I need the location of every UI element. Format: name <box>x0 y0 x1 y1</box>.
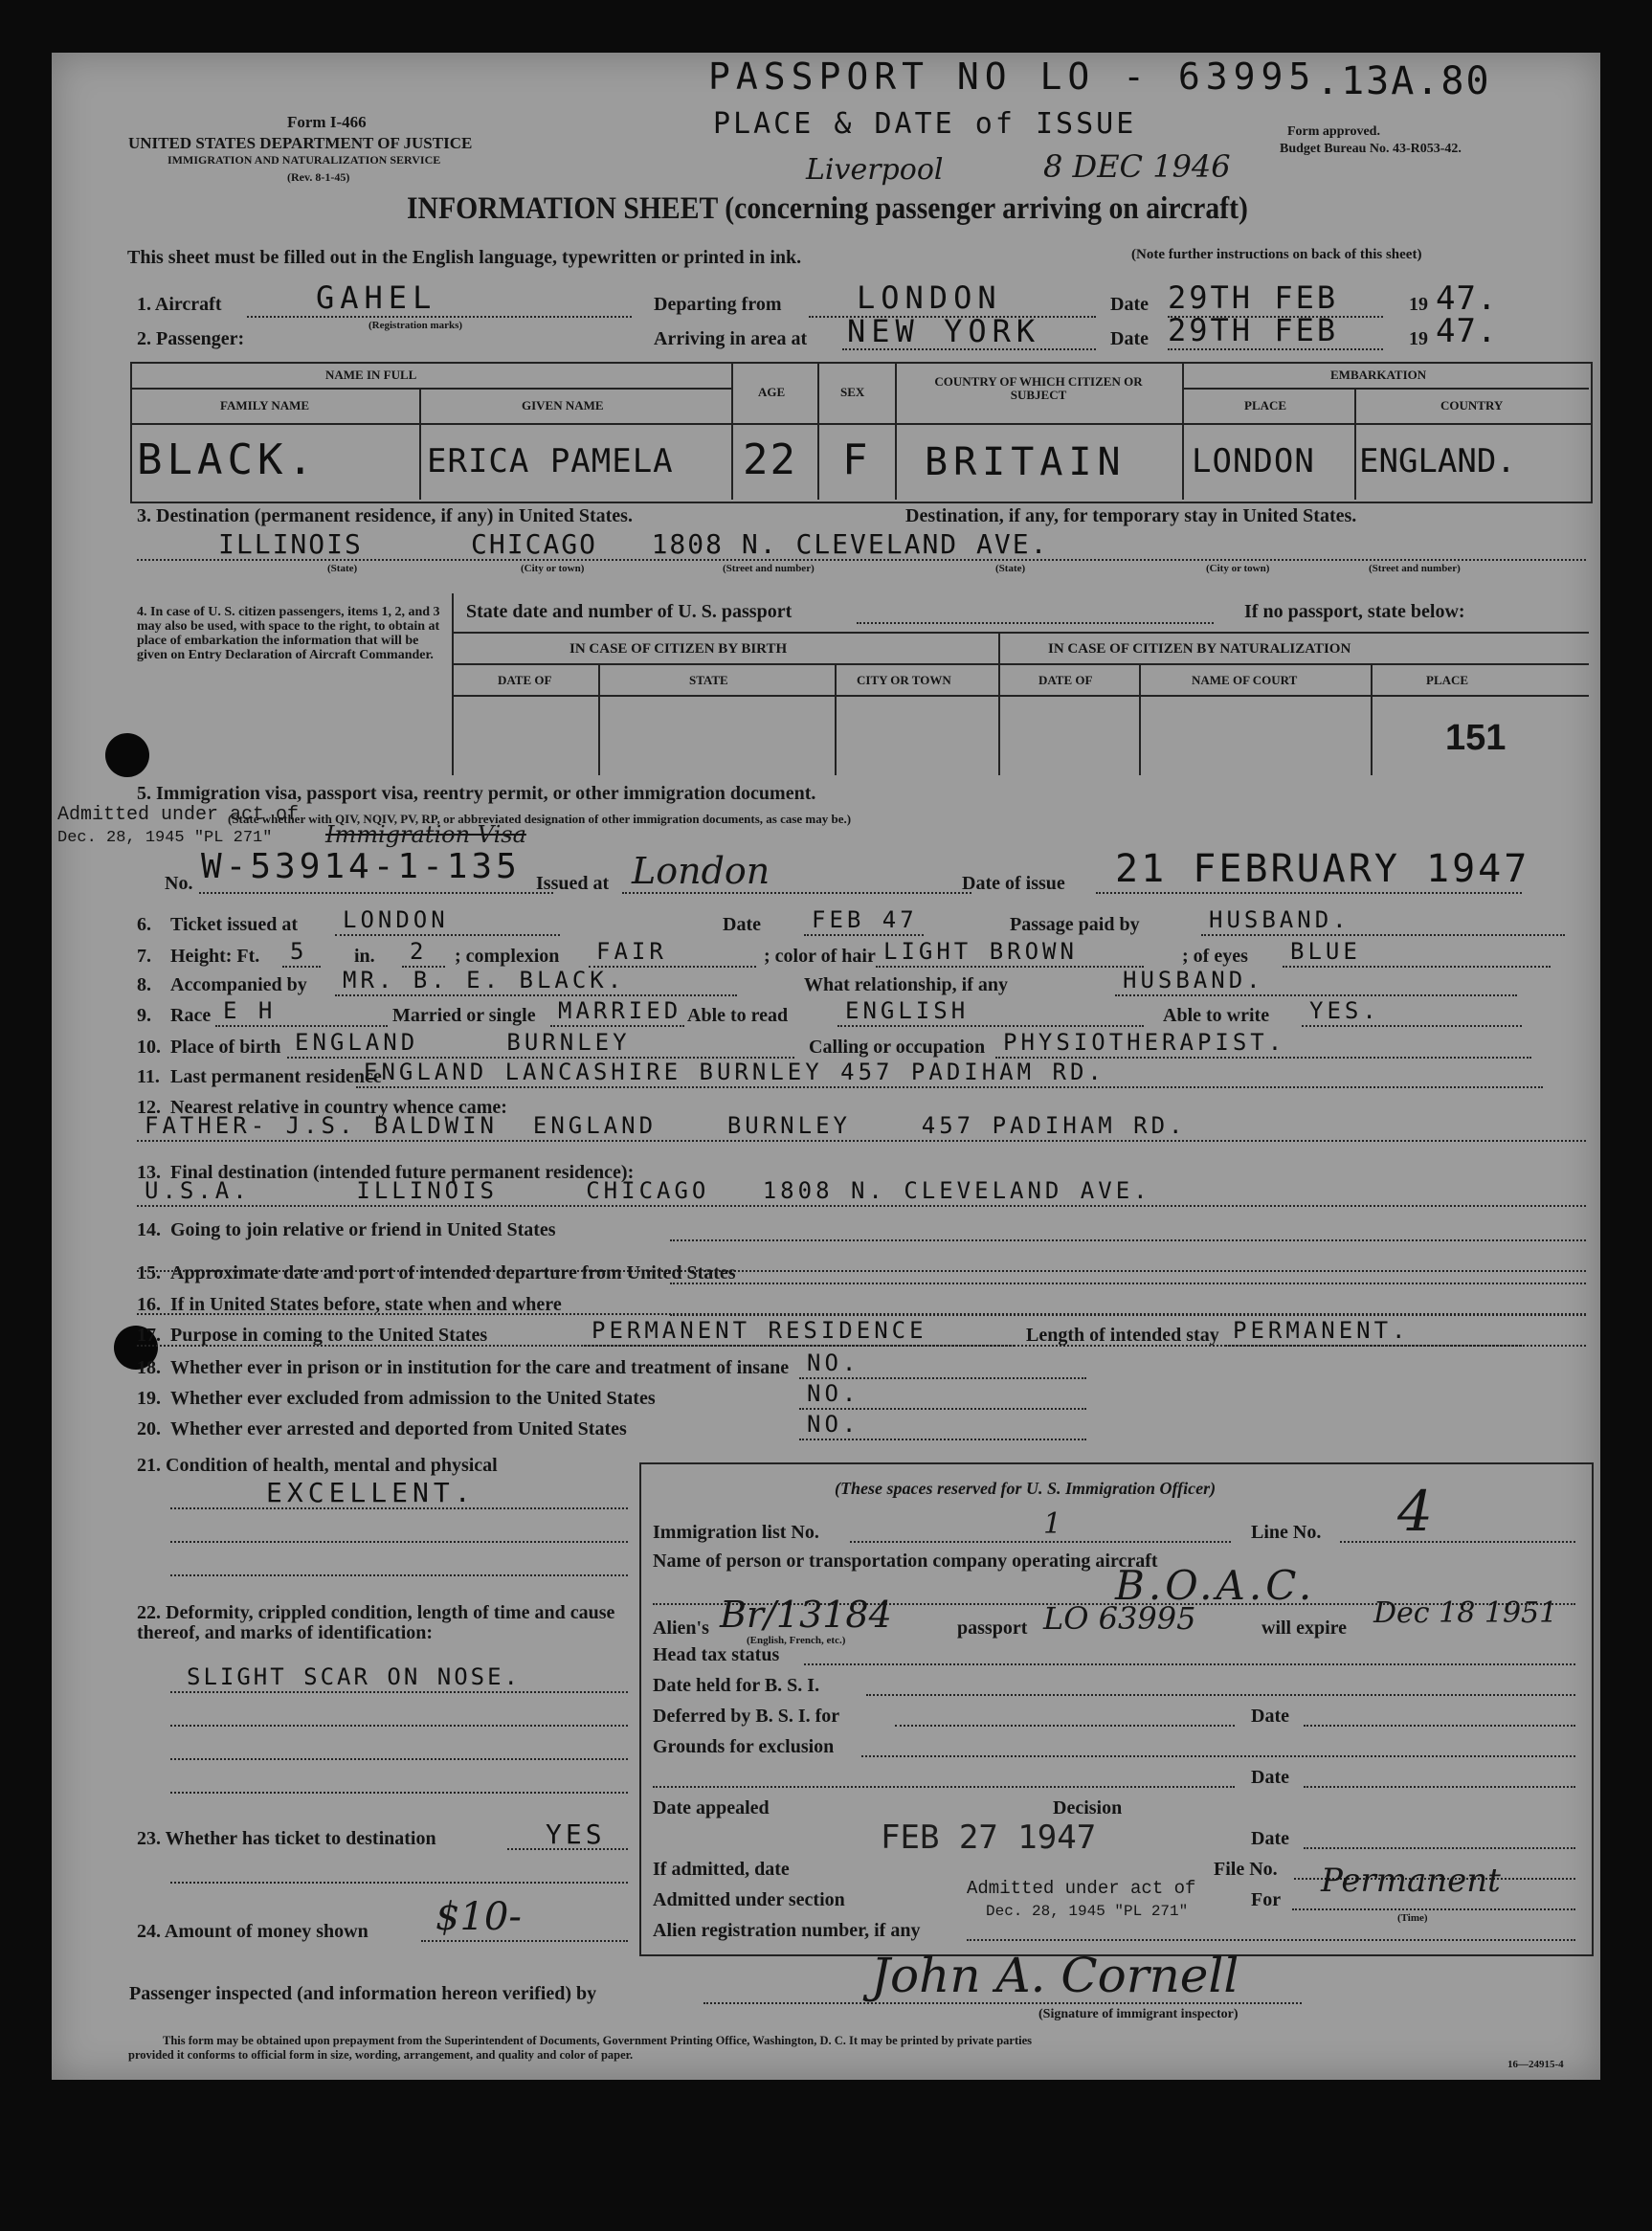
money-value: $10- <box>435 1895 522 1939</box>
service: IMMIGRATION AND NATURALIZATION SERVICE <box>167 153 441 167</box>
admitted-act-date-stamp: Dec. 28, 1945 "PL 271" <box>986 1903 1189 1920</box>
operating-company-value: B.O.A.C. <box>1115 1562 1316 1609</box>
row-sub-label: ; color of hair <box>764 946 876 967</box>
departure-date-label: Date <box>1110 294 1149 315</box>
immigration-list-label: Immigration list No. <box>653 1522 819 1543</box>
aircraft-label: 1. Aircraft <box>137 294 222 315</box>
arriving-label: Arriving in area at <box>654 328 808 349</box>
row-value: PERMANENT. <box>1233 1317 1410 1344</box>
row-value: PHYSIOTHERAPIST. <box>1003 1029 1286 1056</box>
row-sub-label: ; of eyes <box>1182 946 1248 967</box>
nat-date-header: DATE OF <box>1038 673 1093 687</box>
row-value: MR. B. E. BLACK. <box>343 967 626 993</box>
sex-header: SEX <box>840 385 865 399</box>
row-sub-label: Length of intended stay <box>1026 1325 1219 1346</box>
destination-label: 3. Destination (permanent residence, if any) in United States. <box>137 505 633 526</box>
for-value: Permanent <box>1321 1862 1501 1900</box>
stamp-number: 151 <box>1445 718 1507 758</box>
alien-passport-value: LO 63995 <box>1043 1600 1196 1637</box>
citizen-passenger-note: 4. In case of U. S. citizen passengers, items 1, 2, and 3 may also be used, with space to the right, to obtain at place of embarkation the information that will be given on Entry Declaration of Aircraft Commander. <box>137 605 440 662</box>
admitted-under-act-stamp: Admitted under act of <box>57 804 300 826</box>
revision: (Rev. 8-1-45) <box>287 170 350 184</box>
time-sub: (Time) <box>1397 1912 1428 1924</box>
temp-state-sub: (State) <box>995 563 1026 574</box>
departing-value: LONDON <box>857 279 1002 316</box>
departure-date-value: 29TH FEB <box>1168 279 1339 316</box>
row-label: Whether ever excluded from admission to the United States <box>170 1388 656 1409</box>
row-number: 8. <box>137 974 151 995</box>
will-expire-value: Dec 18 1951 <box>1373 1596 1558 1630</box>
ticket-destination-value: YES <box>546 1818 606 1850</box>
row-label: Final destination (intended future permanent residence): <box>170 1162 635 1183</box>
date-of-issue-label: Date of issue <box>962 873 1065 894</box>
health-value: EXCELLENT. <box>266 1477 476 1508</box>
inspected-by-label: Passenger inspected (and information hereon verified) by <box>129 1983 597 2004</box>
arrival-date-value: 29TH FEB <box>1168 312 1339 348</box>
row-value: HUSBAND. <box>1209 906 1351 933</box>
issue-date-annotation: 8 DEC 1946 <box>1043 148 1231 185</box>
immigration-document-label: 5. Immigration visa, passport visa, reentry permit, or other immigration document. <box>137 783 816 804</box>
issue-place-annotation: Liverpool <box>806 153 944 187</box>
alien-registration-label: Alien registration number, if any <box>653 1920 921 1941</box>
row-number: 7. <box>137 946 151 967</box>
row-number: 19. <box>137 1388 161 1409</box>
inspector-signature: John A. Cornell <box>871 1948 1239 2003</box>
ticket-destination-label: 23. Whether has ticket to destination <box>137 1828 436 1849</box>
row-value: PERMANENT RESIDENCE <box>592 1317 927 1344</box>
for-label: For <box>1251 1889 1282 1910</box>
arrival-year-prefix: 19 <box>1409 328 1428 349</box>
deformity-label: 22. Deformity, crippled condition, length of time and cause thereof, and marks of identification: <box>137 1602 615 1643</box>
court-name-header: NAME OF COURT <box>1192 673 1298 687</box>
passport-question: State date and number of U. S. passport <box>466 601 793 622</box>
age-value: 22 <box>743 435 797 484</box>
row-value: BLUE <box>1290 938 1361 965</box>
temp-city-sub: (City or town) <box>1206 563 1270 574</box>
admitted-act-stamp: Admitted under act of <box>967 1878 1196 1899</box>
departure-year: 47. <box>1436 279 1498 318</box>
no-passport-label: If no passport, state below: <box>1244 601 1465 622</box>
citizen-value: BRITAIN <box>925 440 1127 484</box>
temp-street-sub: (Street and number) <box>1369 563 1461 574</box>
row-label: Ticket issued at <box>170 914 298 935</box>
row-sub-label: What relationship, if any <box>804 974 1008 995</box>
row-label: Race <box>170 1005 212 1026</box>
admission-date-stamp: FEB 27 1947 <box>881 1818 1097 1857</box>
arriving-value: NEW YORK <box>847 313 1041 349</box>
row-value: NO. <box>807 1380 860 1407</box>
decision-date-label: Date <box>1251 1828 1289 1849</box>
row-sub-label: Calling or occupation <box>809 1037 986 1058</box>
row-sub-label: ; complexion <box>455 946 560 967</box>
if-admitted-label: If admitted, date <box>653 1859 790 1880</box>
form-number: Form I-466 <box>287 113 367 131</box>
form-approved: Form approved. <box>1287 124 1380 139</box>
document-designation-note: (State whether with QIV, NQIV, PV, RP, or abbreviated designation of other immigration documents, as case may be.) <box>228 812 852 826</box>
alien-passport-label: passport <box>957 1617 1028 1639</box>
ref-code-annotation: .13A.80 <box>1316 59 1491 103</box>
embarkation-header: EMBARKATION <box>1330 368 1427 382</box>
immigration-visa-handwritten: Immigration Visa <box>325 821 526 848</box>
row-value: LONDON <box>343 906 449 933</box>
registration-marks: (Registration marks) <box>368 320 463 331</box>
row-value: YES. <box>1309 997 1380 1024</box>
arrival-year: 47. <box>1436 312 1498 350</box>
row-label: Going to join relative or friend in United States <box>170 1219 556 1240</box>
officer-box-heading: (These spaces reserved for U. S. Immigration Officer) <box>835 1479 1217 1498</box>
health-label: 21. Condition of health, mental and physical <box>137 1455 498 1476</box>
row-number: 6. <box>137 914 151 935</box>
row-value: HUSBAND. <box>1123 967 1264 993</box>
language-instruction: This sheet must be filled out in the English language, typewritten or printed in ink. <box>127 247 802 268</box>
punch-hole-top <box>105 733 149 777</box>
file-no-label: File No. <box>1214 1859 1278 1880</box>
row-value: ENGLISH <box>845 997 970 1024</box>
alien-label: Alien's <box>653 1617 709 1639</box>
destination-state-sub: (State) <box>327 563 358 574</box>
arrival-date-label: Date <box>1110 328 1149 349</box>
family-name-value: BLACK. <box>137 435 318 484</box>
row-number: 13. <box>137 1162 161 1183</box>
embarkation-place-header: PLACE <box>1244 398 1287 413</box>
passport-number-annotation: PASSPORT NO LO - 63995 <box>708 56 1317 98</box>
will-expire-label: will expire <box>1261 1617 1348 1639</box>
temporary-destination-label: Destination, if any, for temporary stay in United States. <box>905 505 1357 526</box>
issued-at-value: London <box>632 850 770 892</box>
passenger-label: 2. Passenger: <box>137 328 245 349</box>
grounds-date-label: Date <box>1251 1767 1289 1788</box>
admitted-section-label: Admitted under section <box>653 1889 845 1910</box>
row-value: MARRIED <box>558 997 682 1024</box>
destination-street-sub: (Street and number) <box>723 563 815 574</box>
row-sub-label: Able to read <box>687 1005 789 1026</box>
row-number: 10. <box>137 1037 161 1058</box>
row-sub-label: Passage paid by <box>1010 914 1140 935</box>
page-title: INFORMATION SHEET (concerning passenger arriving on aircraft) <box>407 191 1248 226</box>
citizen-by-birth-header: IN CASE OF CITIZEN BY BIRTH <box>569 641 788 657</box>
row-label: Whether ever arrested and deported from United States <box>170 1418 627 1439</box>
row-sub-label: Married or single <box>392 1005 536 1026</box>
departing-label: Departing from <box>654 294 782 315</box>
row-number: 16. <box>137 1294 161 1315</box>
sex-value: F <box>842 435 874 484</box>
citizen-country-header: COUNTRY OF WHICH CITIZEN OR SUBJECT <box>934 374 1143 402</box>
row-label: Approximate date and port of intended departure from United States <box>170 1262 736 1283</box>
date-held-label: Date held for B. S. I. <box>653 1675 820 1696</box>
row-value: ENGLAND BURNLEY <box>295 1029 631 1056</box>
row-value: U.S.A. ILLINOIS CHICAGO 1808 N. CLEVELAND AVE. <box>145 1177 1151 1204</box>
row-value: FATHER- J.S. BALDWIN ENGLAND BURNLEY 457 PADIHAM RD. <box>145 1112 1187 1139</box>
date-appealed-label: Date appealed <box>653 1797 770 1818</box>
budget-bureau: Budget Bureau No. 43-R053-42. <box>1280 142 1462 156</box>
row-label: Whether ever in prison or in institution for the care and treatment of insane <box>170 1357 790 1378</box>
destination-city-sub: (City or town) <box>521 563 585 574</box>
money-label: 24. Amount of money shown <box>137 1921 368 1942</box>
row-number: 12. <box>137 1097 161 1118</box>
visa-number-label: No. <box>165 873 193 894</box>
row-label: If in United States before, state when and where <box>170 1294 562 1315</box>
name-in-full-header: NAME IN FULL <box>325 368 417 382</box>
decision-label: Decision <box>1053 1797 1123 1818</box>
row-sub-label: Date <box>723 914 761 935</box>
departure-year-prefix: 19 <box>1409 294 1428 315</box>
row-value: FEB 47 <box>812 906 918 933</box>
back-note: (Note further instructions on back of this sheet) <box>1131 247 1422 262</box>
nat-place-header: PLACE <box>1426 673 1469 687</box>
row-number: 15. <box>137 1262 161 1283</box>
row-sub-label: in. <box>354 946 375 967</box>
place-date-annotation: PLACE & DATE of ISSUE <box>713 107 1137 141</box>
form-code: 16—24915-4 <box>1507 2059 1564 2070</box>
given-name-header: GIVEN NAME <box>522 398 604 413</box>
row-value: NO. <box>807 1411 860 1438</box>
row-value: 2 <box>410 938 428 965</box>
grounds-label: Grounds for exclusion <box>653 1736 835 1757</box>
row-value: ENGLAND LANCASHIRE BURNLEY 457 PADIHAM RD. <box>364 1059 1105 1085</box>
row-label: Purpose in coming to the United States <box>170 1325 488 1346</box>
head-tax-label: Head tax status <box>653 1644 780 1665</box>
birth-city-header: CITY OR TOWN <box>857 673 951 687</box>
row-number: 17. <box>137 1325 161 1346</box>
department: UNITED STATES DEPARTMENT OF JUSTICE <box>128 134 473 152</box>
line-no-value: 4 <box>1397 1479 1433 1544</box>
row-value: E H <box>223 997 277 1024</box>
row-number: 11. <box>137 1066 160 1087</box>
alien-nationality-sub: (English, French, etc.) <box>747 1635 846 1646</box>
row-value: 5 <box>290 938 308 965</box>
row-number: 14. <box>137 1219 161 1240</box>
birth-state-header: STATE <box>689 673 728 687</box>
row-label: Place of birth <box>170 1037 281 1058</box>
embarkation-country-value: ENGLAND. <box>1359 442 1516 480</box>
citizen-by-naturalization-header: IN CASE OF CITIZEN BY NATURALIZATION <box>1048 641 1351 657</box>
row-label: Accompanied by <box>170 974 307 995</box>
row-label: Nearest relative in country whence came: <box>170 1097 507 1118</box>
row-value: NO. <box>807 1350 860 1376</box>
row-sub-label: Able to write <box>1163 1005 1270 1026</box>
alien-value: Br/13184 <box>720 1594 892 1636</box>
date-of-issue-value: 21 FEBRUARY 1947 <box>1115 847 1530 891</box>
embarkation-place-value: LONDON <box>1192 442 1315 480</box>
embarkation-country-header: COUNTRY <box>1440 398 1504 413</box>
immigration-list-value: 1 <box>1043 1507 1062 1541</box>
destination-value: ILLINOIS CHICAGO 1808 N. CLEVELAND AVE. <box>218 528 1049 560</box>
row-value: FAIR <box>596 938 667 965</box>
signature-caption: (Signature of immigrant inspector) <box>1038 2007 1239 2021</box>
issued-at-label: Issued at <box>536 873 610 894</box>
aircraft-value: GAHEL <box>316 279 437 316</box>
visa-number-value: W-53914-1-135 <box>201 847 521 886</box>
operating-company-label: Name of person or transportation company operating aircraft <box>653 1551 1158 1572</box>
row-number: 18. <box>137 1357 161 1378</box>
given-name-value: ERICA PAMELA <box>427 442 674 480</box>
row-label: Height: Ft. <box>170 946 260 967</box>
deferred-date-label: Date <box>1251 1706 1289 1727</box>
deformity-value: SLIGHT SCAR ON NOSE. <box>187 1663 521 1690</box>
fine-print-1: This form may be obtained upon prepayment from the Superintendent of Documents, Government Printing Office, Washington, D. C. It may be printed by private parties <box>163 2034 1032 2047</box>
birth-date-header: DATE OF <box>498 673 552 687</box>
line-no-label: Line No. <box>1251 1522 1322 1543</box>
row-label: Last permanent residence <box>170 1066 382 1087</box>
row-number: 20. <box>137 1418 161 1439</box>
row-number: 9. <box>137 1005 151 1026</box>
admitted-under-act-date: Dec. 28, 1945 "PL 271" <box>57 829 273 847</box>
age-header: AGE <box>758 385 786 399</box>
row-value: LIGHT BROWN <box>883 938 1078 965</box>
family-name-header: FAMILY NAME <box>220 398 310 413</box>
fine-print-2: provided it conforms to official form in size, wording, arrangement, and quality and color of paper. <box>128 2048 634 2062</box>
deferred-label: Deferred by B. S. I. for <box>653 1706 840 1727</box>
